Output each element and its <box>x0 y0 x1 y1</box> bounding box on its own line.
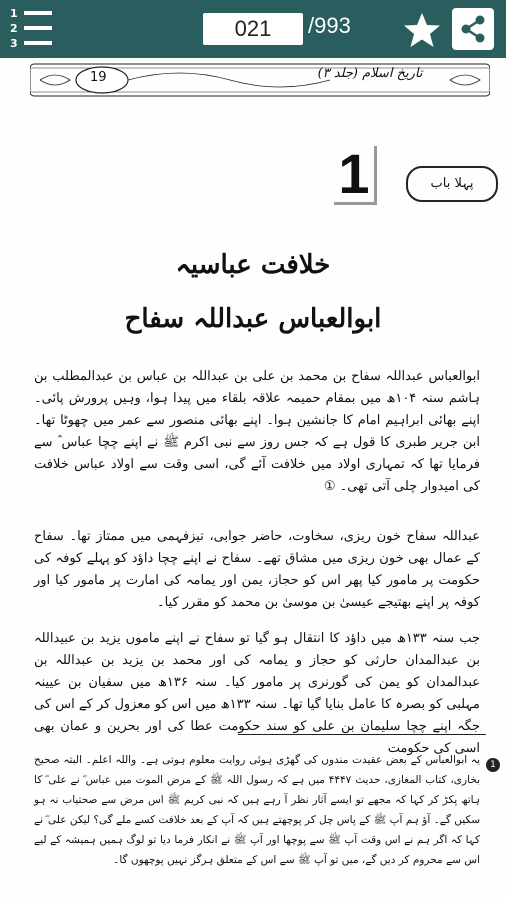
numbered-list-icon[interactable] <box>8 6 56 52</box>
footnote-divider <box>238 734 486 735</box>
paragraph-3: جب سنہ ۱۳۳ھ میں داؤد کا انتقال ہو گیا تو سفاح نے اپنے ماموں یزید بن عبیداللہ بن عبدالمدان حارثی کو حجاز و یمامہ کی اور محمد بن یزید بن عبداللہ بن عبدالمدان کو یمن کی گورنری پر مامور کیا۔ سنہ ۱۳۶ھ میں سفیان بن عیینہ مہلبی کو بصرہ کا عامل بنایا گیا تھا۔ سنہ ۱۳۳ھ میں اس کو معزول کر کے اس کی جگہ اپنے چچا سلیمان بن علی کو سند حکومت عطا کی اور بحرین و عمان بھی اسی کی حکومت <box>34 631 481 756</box>
star-icon[interactable] <box>402 10 442 50</box>
footnote-marker: 1 <box>486 758 500 772</box>
chapter-number: 1 <box>334 146 377 205</box>
paragraph-1: ابوالعباس عبداللہ سفاح بن محمد بن علی بن عبداللہ بن عباس بن عبدالمطلب بن ہاشم سنہ ۱۰۴ھ میں بمقام حمیمہ علاقہ بلقاء میں پیدا ہوا، وہیں پرورش پائی۔ اپنے بھائی ابراہیم امام کا جانشین ہوا۔ اپنے بھائی منصور سے عمر میں چھوٹا تھا۔ ابن جریر طبری کا قول ہے کہ جس روز سے نبی اکرم ﷺ نے اپنے چچا عباس ؓ سے فرمایا تھا کہ تمہاری اولاد میں خلافت آئے گی، اسی وقت سے اولاد عباس خلافت کی امیدوار چلی آتی تھی۔ ① <box>34 369 480 494</box>
total-pages-label: /993 <box>308 13 351 38</box>
chapter-label-badge: پہلا باب <box>406 166 498 202</box>
footnote-text: یہ ابوالعباس کے بعض عقیدت مندوں کی گھڑی ہوئی روایت معلوم ہوتی ہے۔ واللہ اعلم۔ البتہ صحیح بخاری، کتاب المغازی، حدیث ۴۴۴۷ میں ہے کہ رسول اللہ ﷺ کے مرض الموت میں عباس ؓ نے علی ؓ کا ہاتھ پکڑ کر کہا کہ مجھے تو ایسے آثار نظر آ رہے ہیں کہ نبی کریم ﷺ اس مرض سے صحتیاب نہ ہو سکیں گے۔ آؤ ہم آپ ﷺ کے پاس چل کر پوچھتے ہیں کہ آپ کے بعد خلافت کسے ملے گی؟ لیکن علی ؓ نے کہا کہ اگر ہم نے اس وقت آپ ﷺ سے پوچھا اور آپ ﷺ نے انکار فرما دیا تو لوگ ہمیں ہمیشہ کے لیے اس سے محروم کر دیں گے، میں تو آپ ﷺ سے اس کے متعلق ہرگز نہیں پوچھوں گا۔ <box>34 754 480 866</box>
book-page <box>0 58 506 900</box>
running-header-title: تاریخ اسلام (جلد ۳) <box>317 66 423 81</box>
menu-number-2: 2 <box>10 22 18 35</box>
section-title: خلافت عباسیہ <box>175 250 331 280</box>
menu-line <box>24 26 52 30</box>
menu-line <box>24 11 52 15</box>
current-page-input[interactable]: 021 <box>203 13 303 45</box>
share-icon <box>459 15 487 43</box>
book-page-number: 19 <box>90 70 107 85</box>
section-subtitle: ابوالعباس عبداللہ سفاح <box>124 304 382 334</box>
share-button[interactable] <box>452 8 494 50</box>
paragraph-2: عبداللہ سفاح خون ریزی، سخاوت، حاضر جوابی، تیزفہمی میں ممتاز تھا۔ سفاح کے عمال بھی خون ریزی میں مشاق تھے۔ سفاح نے اپنے چچا داؤد کو پہلے کوفہ کی حکومت پر مامور کیا پھر اس کو حجاز، یمن اور یمامہ کی امارت پر مامور کیا اور کوفہ پر اپنے بھتیجے عیسیٰ بن موسیٰ بن محمد کو مقرر کیا۔ <box>34 529 480 610</box>
menu-number-3: 3 <box>10 37 18 50</box>
menu-number-1: 1 <box>10 7 18 20</box>
top-toolbar <box>0 0 506 58</box>
menu-line <box>24 41 52 45</box>
